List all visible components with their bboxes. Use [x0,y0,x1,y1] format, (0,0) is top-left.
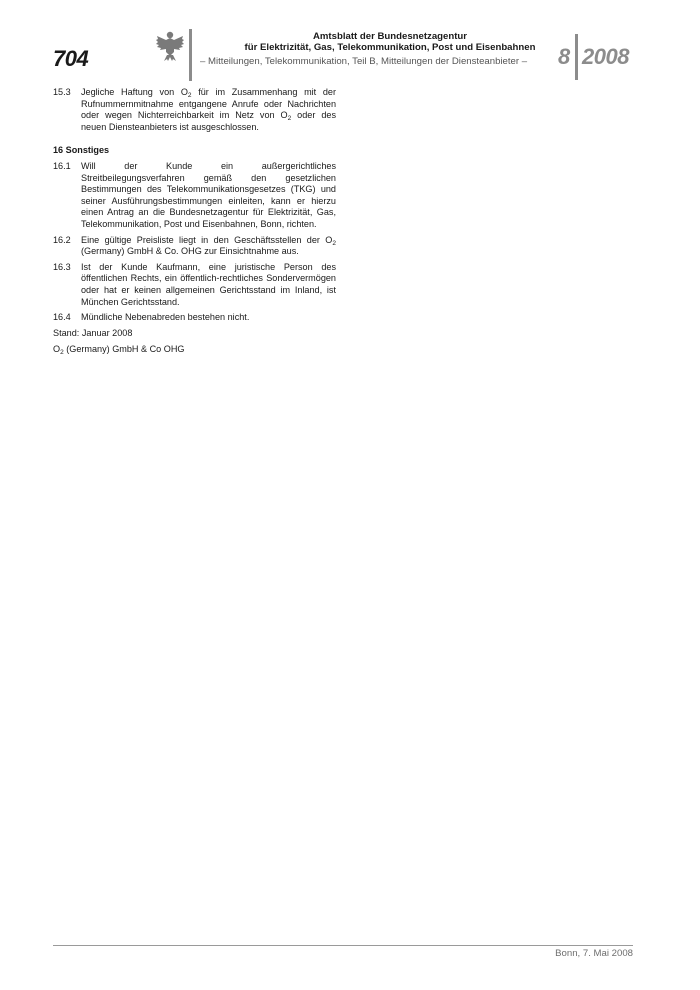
section-heading: 16 Sonstiges [53,145,110,156]
clause-number: 15.3 [53,87,71,97]
clause-16-1 [53,161,336,231]
clause-text: Eine gültige Preisliste liegt in den Geschäftsstellen der $O_2$ (Germany) GmbH & Co. OHG zur Einsichtnahme aus. [81,234,336,257]
clause-text: Jegliche Haftung von $O_2$ für im Zusammenhang mit der Rufnummernmitnahme entgangene Anrufe oder Nachrichten oder wegen Nichterreichbarkeit im Netz von $O_2$ oder des neuen Diensteanbieters ist ausgeschlossen. [81,87,336,132]
clause-16-3 [53,262,336,308]
page-number: 704 [53,46,89,71]
issue-number: 8 [558,44,571,69]
clause-text: Ist der Kunde Kaufmann, eine juristische Person des öffentlichen Rechts, ein öffentlich-rechtliches Sondervermögen oder hat er keinen allgemeinen Gerichtsstand im Inland, ist München Gerichtsstand. [81,261,336,307]
company-name: $O_2$ (Germany) GmbH & Co OHG [53,344,185,357]
document-body [53,87,336,361]
clause-16-4 [53,312,336,324]
federal-eagle-icon [155,30,185,62]
clause-number: 16.1 [53,160,71,171]
issue-year: 2008 [582,44,629,69]
header-divider [189,29,192,81]
clause-number: 16.3 [53,261,71,272]
clause-text: Mündliche Nebenabreden bestehen nicht. [81,312,250,323]
issue-divider [575,34,578,80]
clause-16-2 [53,235,336,258]
stand-date: Stand: Januar 2008 [53,327,133,338]
footer-date: Bonn, 7. Mai 2008 [555,948,633,959]
footer-divider [53,945,633,946]
clause-text: Will der Kunde ein außergerichtliches Streitbeilegungsverfahren gemäß den gesetzlichen Bestimmungen des Telekommunikationsgesetzes (TKG) und seiner Ausführungsbestimmungen einleiten, kann er hierzu einen Antrag an die Bundesnetzagentur für Elektrizität, Gas, Telekommunikation, Post und Eisenbahnen, Bonn, richten. [81,160,336,229]
journal-title-line-2: für Elektrizität, Gas, Telekommunikation, Post und Eisenbahnen [244,42,536,53]
journal-subtitle: – Mitteilungen, Telekommunikation, Teil B, Mitteilungen der Diensteanbieter – [200,56,528,67]
clause-number: 16.4 [53,312,71,323]
journal-title: Amtsblatt der Bundesnetzagentur [312,31,468,42]
clause-number: 16.2 [53,234,71,245]
clause-15-3 [53,87,336,133]
